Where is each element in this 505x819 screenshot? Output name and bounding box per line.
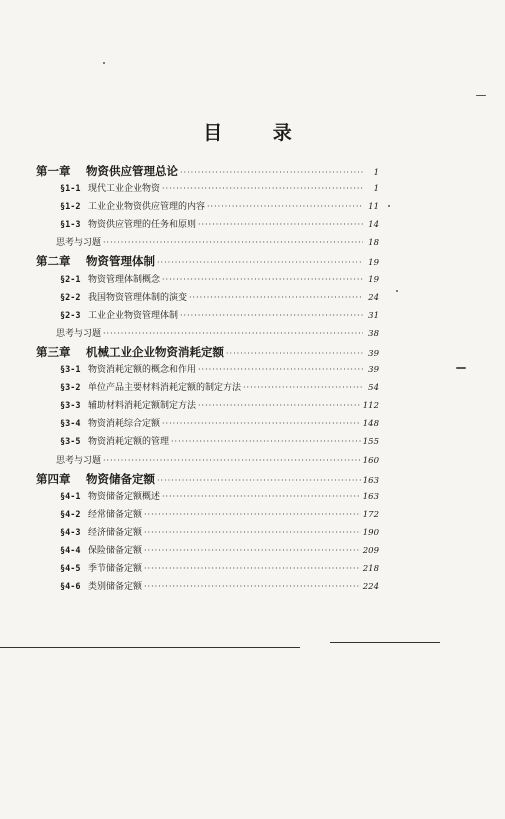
toc-exercise-row <box>36 452 379 470</box>
page-number: 160 <box>362 455 379 466</box>
scan-speck <box>456 367 466 369</box>
toc-entry-title: 类别储备定额 <box>88 582 143 593</box>
scan-speck <box>103 62 105 64</box>
toc-entry-title: 物资储备定额概述 <box>88 491 161 502</box>
page-number: 148 <box>362 419 379 430</box>
page-number: 18 <box>368 238 379 249</box>
section-number: §2-2 <box>60 292 81 303</box>
page-number: 11 <box>368 202 379 213</box>
toc-section-row <box>36 506 379 524</box>
page-number: 31 <box>368 310 379 321</box>
toc-entry-title: 保险储备定额 <box>88 545 143 556</box>
dot-leader <box>144 524 361 542</box>
page-number: 1 <box>373 184 379 195</box>
dot-leader <box>162 180 363 198</box>
scan-speck <box>388 205 390 207</box>
toc-section-row <box>36 361 379 379</box>
scan-speck <box>476 95 486 96</box>
page-number: 224 <box>362 582 379 593</box>
toc-section-row <box>36 271 379 289</box>
chapter-number: 第三章 <box>36 344 71 359</box>
toc-entry-title: 季节储备定额 <box>88 564 143 575</box>
toc-section-row <box>36 198 379 216</box>
chapter-number: 第四章 <box>36 471 71 486</box>
section-number: §1-1 <box>60 184 81 195</box>
section-number: §4-6 <box>60 582 81 593</box>
toc-section-row <box>36 289 379 307</box>
toc-chapter-row <box>36 470 379 488</box>
section-number: §1-3 <box>60 220 81 231</box>
section-number: §3-4 <box>60 419 81 430</box>
chapter-number: 第二章 <box>36 254 71 269</box>
dot-leader <box>189 289 363 307</box>
toc-section-row <box>36 524 379 542</box>
toc-entry-title: 经常储备定额 <box>88 509 143 520</box>
toc-section-row <box>36 433 379 451</box>
page-number: 190 <box>362 527 379 538</box>
toc-section-row <box>36 560 379 578</box>
toc-section-row <box>36 379 379 397</box>
page-number: 19 <box>368 274 379 285</box>
page-number: 163 <box>362 475 379 486</box>
toc-entry-title: 工业企业物资供应管理的内容 <box>88 202 206 213</box>
section-number: §2-1 <box>60 274 81 285</box>
toc-entry-title: 思考与习题 <box>56 328 102 339</box>
toc-entry-title: 物资供应管理的任务和原则 <box>88 220 197 231</box>
page-number: 218 <box>362 564 379 575</box>
toc-entry-title: 物资消耗定额的管理 <box>88 437 170 448</box>
section-number: §3-3 <box>60 401 81 412</box>
dot-leader <box>162 488 361 506</box>
toc-entry-title: 物资消耗综合定额 <box>88 419 161 430</box>
chapter-number: 第一章 <box>36 164 71 178</box>
section-number: §4-3 <box>60 527 81 538</box>
page-number: 38 <box>368 328 379 339</box>
toc-entry-title: 机械工业企业物资消耗定额 <box>86 344 224 359</box>
section-number: §4-5 <box>60 564 81 575</box>
dot-leader <box>144 542 361 560</box>
toc-section-row <box>36 415 379 433</box>
dot-leader <box>243 379 363 397</box>
scan-line <box>0 647 300 648</box>
page-number: 172 <box>362 509 379 520</box>
toc-entry-title: 思考与习题 <box>56 455 102 466</box>
page-title: 目 录 <box>203 122 314 144</box>
page-number: 39 <box>368 348 379 359</box>
toc-entry-title: 我国物资管理体制的演变 <box>88 292 188 303</box>
scan-line <box>330 642 440 643</box>
toc-section-row <box>36 216 379 234</box>
dot-leader <box>103 452 361 470</box>
section-number: §4-2 <box>60 509 81 520</box>
scan-speck <box>396 290 398 292</box>
toc-section-row <box>36 488 379 506</box>
page-number: 54 <box>368 383 379 394</box>
dot-leader <box>103 325 363 343</box>
section-number: §4-4 <box>60 545 81 556</box>
section-number: §4-1 <box>60 491 81 502</box>
toc-chapter-row <box>36 162 379 180</box>
toc-entry-title: 物资管理体制概念 <box>88 274 161 285</box>
page-number: 209 <box>362 545 379 556</box>
dot-leader <box>144 506 361 524</box>
dot-leader <box>103 234 363 252</box>
dot-leader <box>162 415 361 433</box>
page-number: 19 <box>368 258 379 269</box>
toc-entry-title: 辅助材料消耗定额制定方法 <box>88 401 197 412</box>
page-number: 1 <box>373 168 379 178</box>
toc-entry-title: 物资供应管理总论 <box>86 164 178 178</box>
dot-leader <box>144 578 361 596</box>
toc-section-row <box>36 578 379 596</box>
section-number: §3-1 <box>60 365 81 376</box>
dot-leader <box>207 198 363 216</box>
dot-leader <box>162 271 363 289</box>
toc-exercise-row <box>36 234 379 252</box>
toc-entry-title: 经济储备定额 <box>88 527 143 538</box>
toc-entry-title: 物资储备定额 <box>86 471 155 486</box>
toc-section-row <box>36 542 379 560</box>
section-number: §1-2 <box>60 202 81 213</box>
toc-entry-title: 思考与习题 <box>56 238 102 249</box>
dot-leader <box>171 433 361 451</box>
page-number: 39 <box>368 365 379 376</box>
section-number: §3-2 <box>60 383 81 394</box>
toc-entry-title: 单位产品主要材料消耗定额的制定方法 <box>88 383 242 394</box>
table-of-contents <box>36 162 379 596</box>
toc-entry-title: 现代工业企业物资 <box>88 184 161 195</box>
page-number: 163 <box>362 491 379 502</box>
section-number: §3-5 <box>60 437 81 448</box>
toc-entry-title: 物资消耗定额的概念和作用 <box>88 365 197 376</box>
dot-leader <box>198 216 363 234</box>
dot-leader <box>180 307 363 325</box>
toc-entry-title: 物资管理体制 <box>86 254 155 269</box>
page-number: 112 <box>362 401 379 412</box>
dot-leader <box>198 361 363 379</box>
toc-exercise-row <box>36 325 379 343</box>
toc-entry-title: 工业企业物资管理体制 <box>88 310 179 321</box>
toc-section-row <box>36 180 379 198</box>
toc-chapter-row <box>36 252 379 270</box>
section-number: §2-3 <box>60 310 81 321</box>
toc-chapter-row <box>36 343 379 361</box>
page-number: 14 <box>368 220 379 231</box>
dot-leader <box>198 397 361 415</box>
page-number: 24 <box>368 292 379 303</box>
dot-leader <box>144 560 361 578</box>
toc-section-row <box>36 307 379 325</box>
page-number: 155 <box>362 437 379 448</box>
toc-section-row <box>36 397 379 415</box>
